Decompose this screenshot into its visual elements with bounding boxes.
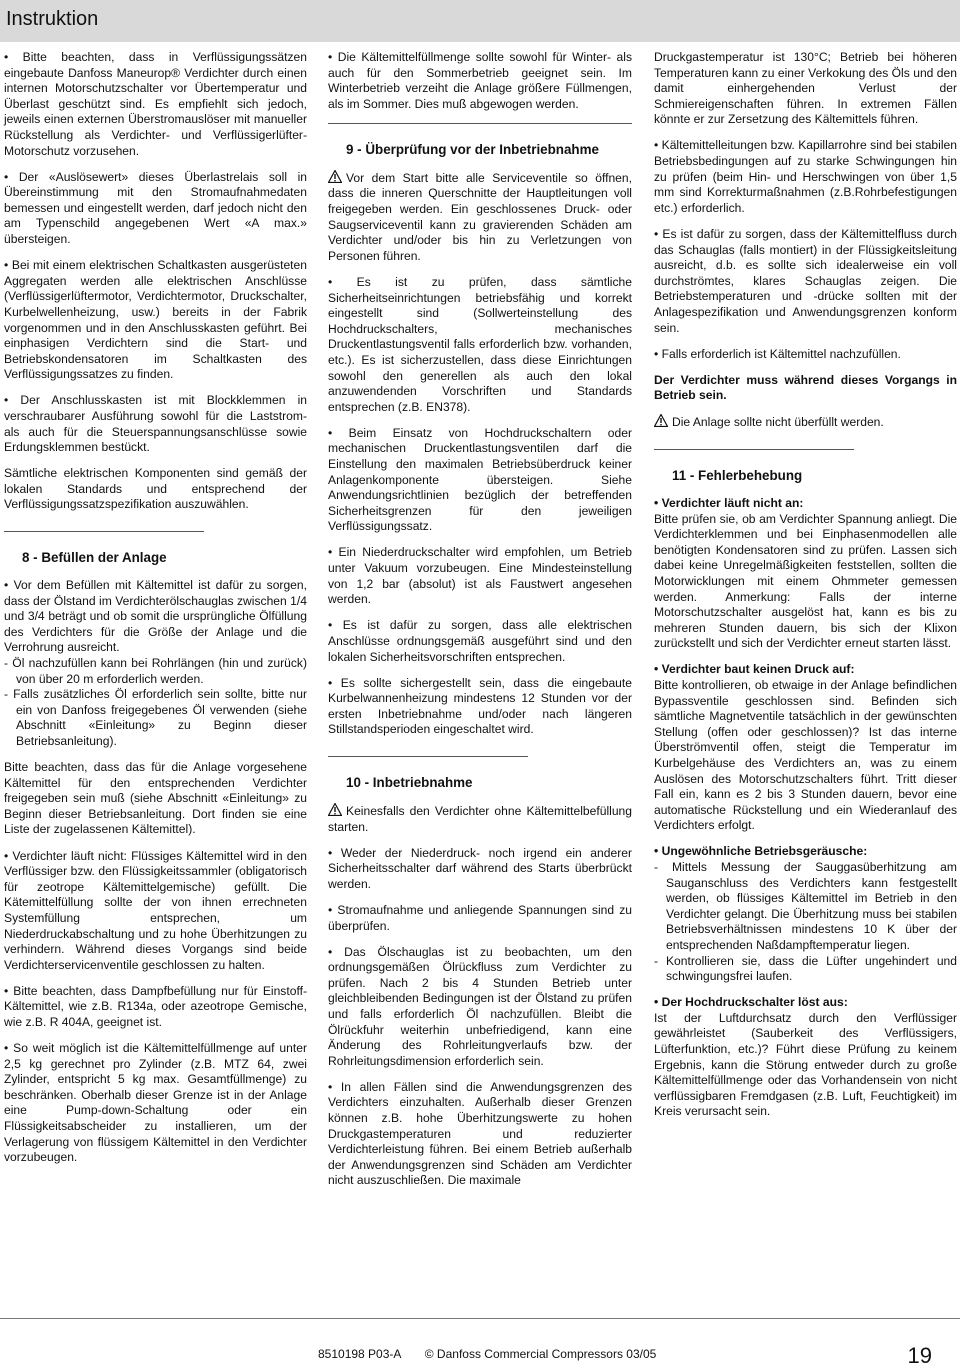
header-bar (0, 0, 960, 42)
warning-paragraph (654, 414, 957, 431)
column-3 (654, 50, 957, 1131)
page-title: Instruktion (6, 8, 99, 30)
paragraph: • Der Anschlusskasten ist mit Blockklemmen in verschraubarer Ausführung sowohl für die Laststrom- als auch für die Steuerspannungsanschlüsse sowie Erdungsklemmen bestückt. (4, 393, 307, 455)
warning-triangle-icon (654, 414, 668, 427)
paragraph: • Weder der Niederdruck- noch irgend ein anderer Sicherheitsschalter darf während des Starts überbrückt werden. (328, 846, 632, 893)
subheading: • Verdichter läuft nicht an: (654, 496, 957, 512)
paragraph: • Verdichter läuft nicht: Flüssiges Kältemittel wird in den Verflüssiger bzw. den Flüssigkeitssammler (obligatorisch für zeotrope Kältemittelgemische) gefüllt. Die Kätemittelfüllung sollte der von ihnen errechneten Systemfüllung entsprechen, um Niederdruckabschaltung und zu hohe Überhitzungen zu verhindern. Während dieses Vorgangs sind beide Verdichterservicenventile geschlossen zu halten. (4, 849, 307, 974)
paragraph: • So weit möglich ist die Kältemittelfüllmenge auf unter 2,5 kg gerechnet pro Zylinder (z.B. MTZ 64, zwei Zylinder, entspricht 5 kg max. Gesamtfüllmenge) zu beschränken. Oberhalb dieser Grenze ist in der Anlage eine Pump-down-Schaltung oder ein Flüssigkeitsabscheider zu installieren, um der Verlagerung von flüssigem Kältemittel in den Verdichter vorzubeugen. (4, 1041, 307, 1166)
dash-item: - Öl nachzufüllen kann bei Rohrlängen (hin und zurück) von über 20 m erforderlich werden. (4, 656, 307, 686)
footer-divider (0, 1318, 960, 1319)
dash-item: - Falls zusätzliches Öl erforderlich sein sollte, bitte nur ein von Danfoss freigegebenes Öl verwenden (siehe Abschnitt «Einleitung» zu Beginn dieser Betriebsanleitung). (4, 687, 307, 748)
section-heading-10 (328, 756, 528, 791)
paragraph: Bitte prüfen sie, ob am Verdichter Spannung anliegt. Die Verdichterklemmen und bei Einphasenmodellen alle benötigten Kondensatoren sind zu prüfen. Lassen sich dabei keine Unregelmäßigkeiten feststellen, sollten die Motorwicklungen mit einem Ohmmeter gemessen werden. Anmerkung: Falls der interne Motorschutzschalter ausgelöst hat, kann es bis zu mehreren Stunden dauern, bis sich der Klixon zurückstellt und sich der Verdichter erneut starten lässt. (654, 511, 957, 651)
paragraph: • In allen Fällen sind die Anwendungsgrenzen des Verdichters einzuhalten. Außerhalb dieser Grenzen können z.B. hohe Überhitzungswerte zu hohen Druckgastemperaturen und reduzierter Verdichterleistung führen. Bei einem Betrieb außerhalb der Anwendungsgrenzen sind Schäden am Verdichter nicht auszuschließen. Die maximale (328, 1080, 632, 1189)
paragraph: • Die Kältemittelfüllmenge sollte sowohl für Winter- als auch für den Sommerbetrieb geeignet sein. Im Winterbetrieb verzeiht die Anlage größere Füllmengen, als im Sommer. Dies muß abgewogen werden. (328, 50, 632, 112)
paragraph: • Kältemittelleitungen bzw. Kapillarrohre sind bei stabilen Betriebsbedingungen auf zu starke Schwingungen hin zu prüfen (beim Hin- und Herschwingen von über 1,5 mm sind Korrekturmaßnahmen (z.B.Rohrbefestigungen etc.) erforderlich. (654, 138, 957, 216)
warning-text: Die Anlage sollte nicht überfüllt werden. (672, 415, 884, 430)
paragraph: • Beim Einsatz von Hochdruckschaltern oder mechanischen Druckentlastungsventilen darf die Einstellung den maximalen Betriebsüberdruck keiner Anlagenkomponente übersteigen. Siehe Anwendungsrichtlinien bezüglich der betreffenden Sicherheitsgrenzen für den jeweiligen Verflüssigungssatz. (328, 426, 632, 535)
section-title: 9 - Überprüfung vor der Inbetriebnahme (346, 141, 599, 157)
warning-triangle-icon (328, 803, 342, 816)
paragraph: Ist der Luftdurchsatz durch den Verflüssiger gewährleistet (Sauberkeit des Verflüssigers, Lüfterfunktion, etc.)? Führt diese Prüfung zu keinem Ergebnis, kann die Störung entweder durch zu große Kältemittelfüllmenge oder das Vorhandensein von nicht verflüssigbaren Fremdgasen (z.B. Luft, Feuchtigkeit) im Kreis verursacht sein. (654, 1010, 957, 1119)
section-heading-11 (654, 449, 854, 484)
paragraph: • Es sollte sichergestellt sein, dass die eingebaute Kurbelwannenheizung mindestens 12 Stunden vor der ersten Inbetriebnahme und/oder nach längeren Stillstandsperioden eingeschaltet wird. (328, 676, 632, 738)
document-code: 8510198 P03-A (318, 1347, 402, 1361)
paragraph: Druckgastemperatur ist 130°C; Betrieb bei höheren Temperaturen kann zu einer Verkokung des Öls und den damit einhergehenden Verlust der Schmiereigenschaften führen. In extremen Fällen könnte er zur Zersetzung des Kältemittels führen. (654, 50, 957, 127)
footer (318, 1347, 678, 1361)
paragraph: • Das Ölschauglas ist zu beobachten, um den ordnungsgemäßen Ölrückfluss zum Verdichter zu prüfen. Nach 2 bis 4 Stunden Betrieb unter gleichbleibenden Bedingungen ist der Ölstand zu prüfen und falls erforderlich Öl nachzufüllen. Bleibt die Ölrückfuhr weiterhin unbefriedigend, kann eine Änderung des Rohrleitungverlaufs bzw. der Rohrleitungsdimension erforderlich sein. (328, 945, 632, 1070)
column-2 (328, 50, 632, 1200)
subheading: • Der Hochdruckschalter löst aus: (654, 995, 957, 1011)
section-title: 11 - Fehlerbehebung (672, 467, 803, 483)
warning-paragraph (328, 170, 632, 265)
paragraph: • Ein Niederdruckschalter wird empfohlen, um Betrieb unter Vakuum vorzubeugen. Eine Mindesteinstellung von 1,2 bar (absolut) ist als Faustwert angesehen werden. (328, 545, 632, 607)
dash-item: - Mittels Messung der Sauggasüberhitzung am Sauganschluss des Verdichters kann festgestellt werden, ob flüssiges Kältemittel im Betrieb in den Verdichter gelangt. Die Überhitzung muss bei stabilen Betriebsverhältnissen mindestens 10 K über der entsprechenden Naßdampftemperatur liegen. (654, 860, 957, 952)
warning-text: Vor dem Start bitte alle Serviceventile so öffnen, dass die inneren Querschnitte der Hauptleitungen voll freigegeben werden. Ein geschlossenes Druck- oder Saugserviceventil kann zu gravierenden Schäden am Verdichter und/oder bis hin zu Verletzungen von Personen führen. (328, 170, 632, 263)
paragraph: • Stromaufnahme und anliegende Spannungen sind zu überprüfen. (328, 903, 632, 934)
section-title: 8 - Befüllen der Anlage (22, 550, 167, 566)
subheading: • Ungewöhnliche Betriebsgeräusche: (654, 844, 957, 860)
section-heading-9 (328, 123, 632, 158)
paragraph: • Vor dem Befüllen mit Kältemittel ist dafür zu sorgen, dass der Ölstand im Verdichterölschauglas zwischen 1/4 und 3/4 beträgt und ob somit die ursprüngliche Ölfüllung des Verdichters für die Größe der Anlage und die Verrohrung ausreicht. (4, 578, 307, 656)
paragraph: • Es ist dafür zu sorgen, dass der Kältemittelfluss durch das Schauglas (falls montiert) in der Flüssigkeitsleitung ausreicht, d.b. es sollte sich idealerweise ein voll durchströmtes, klares Schauglas zeigen. Die Betriebstemperaturen und -drücke sollten mit der Anlagespezifikation und Anwendungsgrenzen konform sein. (654, 227, 957, 336)
paragraph: • Der «Auslösewert» dieses Überlastrelais soll in Übereinstimmung mit den Stromaufnahmedaten bemessen und eingestellt werden, darf jedoch nicht den am Typenschild angegebenen Wert «A max.» übersteigen. (4, 170, 307, 248)
copyright: © Danfoss Commercial Compressors 03/05 (424, 1347, 657, 1361)
column-1 (4, 50, 307, 1176)
dash-item: - Kontrollieren sie, dass die Lüfter ungehindert und schwingungsfrei laufen. (654, 953, 957, 984)
paragraph: • Es ist zu prüfen, dass sämtliche Sicherheitseinrichtungen betriebsfähig und korrekt eingestellt sind (Sollwerteinstellung des Hochdruckschalters, mechanisches Druckentlastungsventil falls erforderlich bzw. vorhanden, etc.). Es ist sicherzustellen, dass diese Einrichtungen sowohl den generellen als auch den lokal anzuwendenden Vorschriften und Standards entsprechen (z.B. EN378). (328, 275, 632, 415)
subheading: • Verdichter baut keinen Druck auf: (654, 662, 957, 678)
section-title: 10 - Inbetriebnahme (346, 774, 473, 790)
page-number: 19 (907, 1343, 932, 1368)
paragraph: • Bitte beachten, dass in Verflüssigungssätzen eingebaute Danfoss Maneurop® Verdichter durch einen internen Motorschutzschalter vor Übertemperatur und Überlast geschützt sind. Es empfiehlt sich jedoch, jeweils einen externen Überstromauslöser mit manueller Rückstellung als Verdichter- und Verflüssigerlüfter-Motorschutz vorzusehen. (4, 50, 307, 159)
note-bold: Der Verdichter muss während dieses Vorgangs in Betrieb sein. (654, 372, 957, 403)
paragraph: • Bitte beachten, dass Dampfbefüllung nur für Einstoff-Kältemittel, wie z.B. R134a, oder azeotrope Gemische, wie z.B. R 404A, geeignet ist. (4, 984, 307, 1031)
warning-triangle-icon (328, 170, 342, 183)
paragraph: • Bei mit einem elektrischen Schaltkasten ausgerüsteten Aggregaten werden alle elektrischen Anschlüsse (Verflüssigerlüftermotor, Verdichtermotor, Druckschalter, Kurbelwellenheizung, usw.) bereits in der Fabrik vorgenommen und in den Anschlusskasten geführt. Bei einphasigen Verdichtern sind die Start- und Betriebskondensatoren im Schaltkasten des Verflüssigungssatzes zu finden. (4, 258, 307, 383)
paragraph: Sämtliche elektrischen Komponenten sind gemäß der lokalen Standards und entsprechend der Verflüssigungssatzspezifikation auszuwählen. (4, 466, 307, 512)
section-heading-8 (4, 531, 204, 566)
warning-paragraph (328, 803, 632, 835)
paragraph: • Falls erforderlich ist Kältemittel nachzufüllen. (654, 347, 957, 363)
paragraph: Bitte kontrollieren, ob etwaige in der Anlage befindlichen Bypassventile geschlossen sind. Befinden sich sämtliche Magnetventile tatsächlich in der gewünschten Stellung (offen oder geschlossen)? Ist das interne Überströmventil offen, steigt die Temperatur im Kurbelgehäuse des Verdichters an, was zu einem Auslösen des Motorschutzschalters führt. Tritt dieser Fall ein, kann es 2 bis 3 Stunden dauern, bevor eine automatische Rückstellung und ein Wiederanlauf des Verdichters erfolgt. (654, 678, 957, 833)
paragraph: • Es ist dafür zu sorgen, dass alle elektrischen Anschlüsse ordnungsgemäß ausgeführt sind und den lokalen Sicherheitsvorschriften entsprechen. (328, 618, 632, 665)
paragraph: Bitte beachten, dass das für die Anlage vorgesehene Kältemittel für den entsprechenden Verdichter freigegeben sein muß (siehe Abschnitt «Einleitung» zu Beginn dieser Betriebsanleitung. Dort finden sie eine Liste der zugelassenen Kältemittel). (4, 760, 307, 837)
warning-text: Keinesfalls den Verdichter ohne Kältemittelbefüllung starten. (328, 803, 632, 834)
